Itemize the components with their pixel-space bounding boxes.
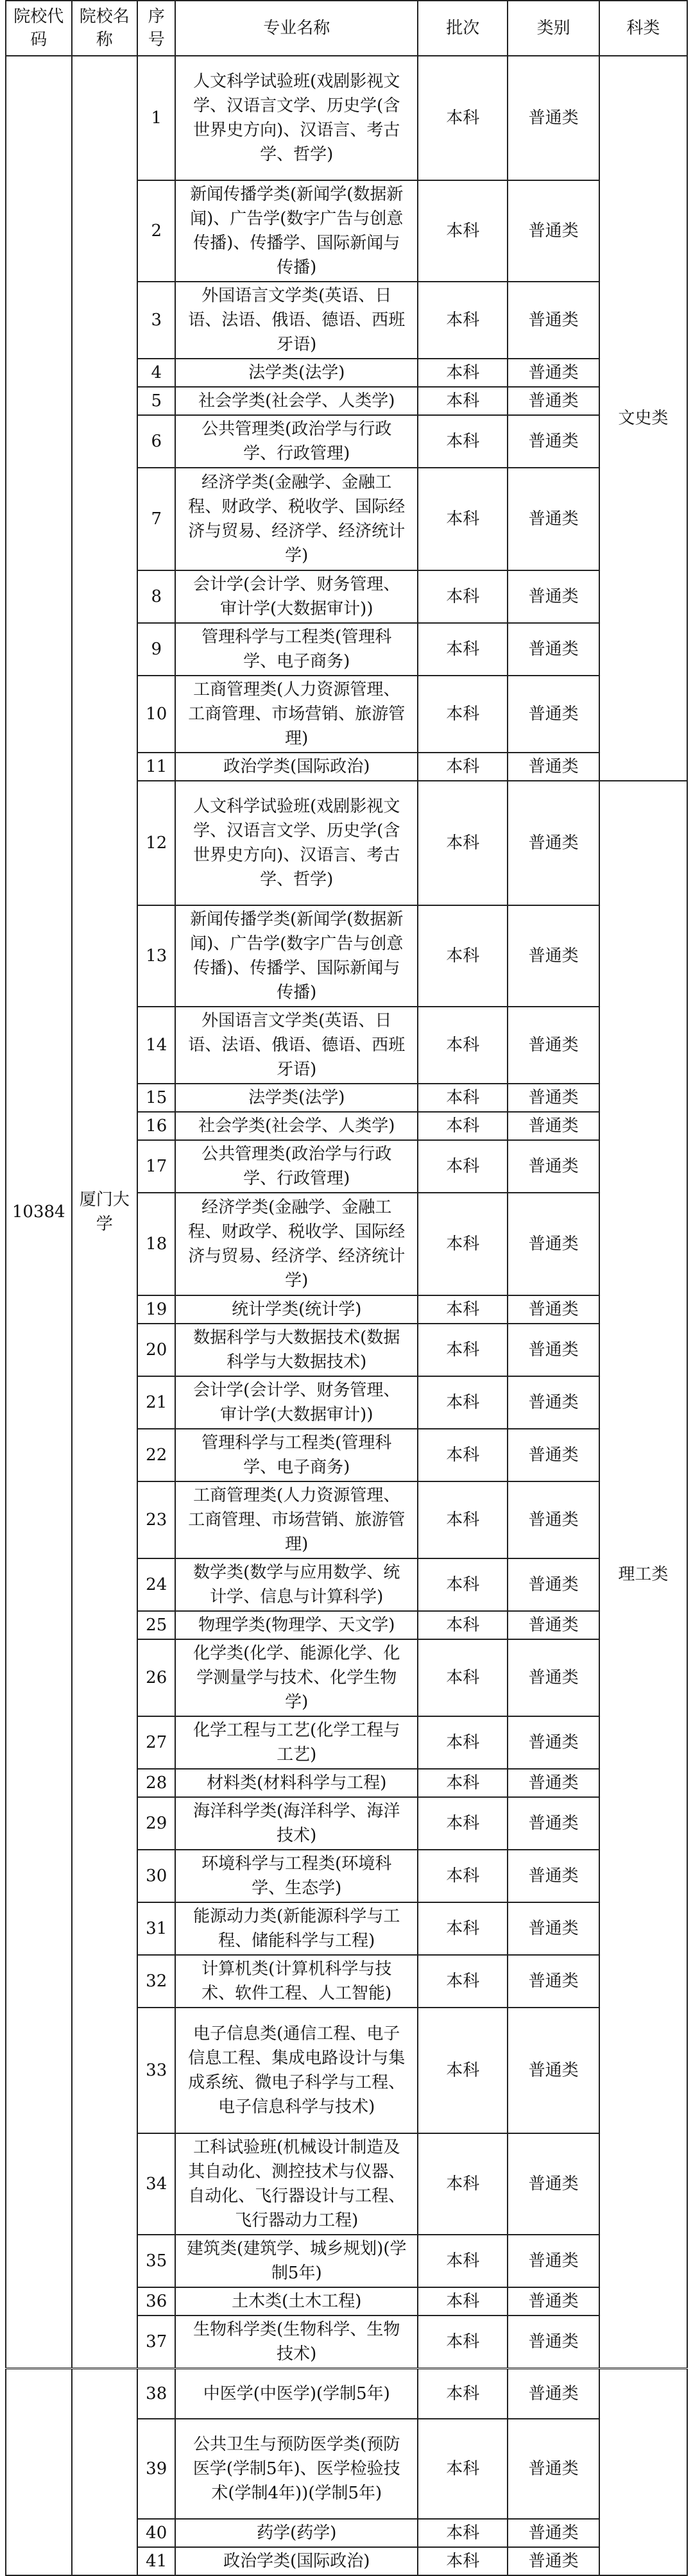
admission-plan-table (5, 0, 688, 2576)
major-cell: 工科试验班(机械设计制造及其自动化、测控技术与仪器、自动化、飞行器设计与工程、飞行器动力工程) (175, 2133, 418, 2235)
batch-cell: 本科 (418, 2419, 508, 2519)
major-cell: 法学类(法学) (175, 359, 418, 387)
category-cell: 普通类 (508, 468, 599, 570)
batch-cell: 本科 (418, 1611, 508, 1639)
batch-cell: 本科 (418, 1639, 508, 1716)
category-cell: 普通类 (508, 781, 599, 905)
seq-cell: 30 (137, 1850, 175, 1902)
major-cell: 工商管理类(人力资源管理、工商管理、市场营销、旅游管理) (175, 676, 418, 753)
batch-cell: 本科 (418, 415, 508, 468)
batch-cell: 本科 (418, 1007, 508, 1084)
category-cell: 普通类 (508, 1769, 599, 1797)
batch-cell: 本科 (418, 1797, 508, 1850)
category-cell: 普通类 (508, 415, 599, 468)
header-major: 专业名称 (175, 1, 418, 56)
seq-cell: 23 (137, 1481, 175, 1558)
batch-cell: 本科 (418, 2235, 508, 2287)
major-cell: 公共卫生与预防医学类(预防医学(学制5年)、医学检验技术(学制4年))(学制5年) (175, 2419, 418, 2519)
batch-cell: 本科 (418, 1429, 508, 1481)
category-cell: 普通类 (508, 2133, 599, 2235)
seq-cell: 15 (137, 1084, 175, 1112)
seq-cell: 8 (137, 570, 175, 623)
batch-cell: 本科 (418, 56, 508, 180)
category-cell: 普通类 (508, 359, 599, 387)
major-cell: 政治学类(国际政治) (175, 2547, 418, 2575)
batch-cell: 本科 (418, 282, 508, 359)
category-cell: 普通类 (508, 2419, 599, 2519)
major-cell: 材料类(材料科学与工程) (175, 1769, 418, 1797)
major-cell: 经济学类(金融学、金融工程、财政学、税收学、国际经济与贸易、经济学、经济统计学) (175, 468, 418, 570)
seq-cell: 11 (137, 753, 175, 781)
batch-cell: 本科 (418, 1324, 508, 1376)
seq-cell: 32 (137, 1955, 175, 2008)
batch-cell: 本科 (418, 1769, 508, 1797)
category-cell: 普通类 (508, 1112, 599, 1140)
major-cell: 会计学(会计学、财务管理、审计学(大数据审计)) (175, 1376, 418, 1429)
batch-cell: 本科 (418, 180, 508, 282)
batch-cell: 本科 (418, 1193, 508, 1295)
category-cell: 普通类 (508, 623, 599, 676)
category-cell: 普通类 (508, 1084, 599, 1112)
category-cell: 普通类 (508, 905, 599, 1007)
seq-cell: 31 (137, 1902, 175, 1955)
major-cell: 法学类(法学) (175, 1084, 418, 1112)
batch-cell: 本科 (418, 1955, 508, 2008)
category-cell: 普通类 (508, 570, 599, 623)
batch-cell: 本科 (418, 2369, 508, 2419)
category-cell: 普通类 (508, 753, 599, 781)
category-cell: 普通类 (508, 56, 599, 180)
batch-cell: 本科 (418, 753, 508, 781)
category-cell: 普通类 (508, 676, 599, 753)
batch-cell: 本科 (418, 468, 508, 570)
seq-cell: 17 (137, 1140, 175, 1193)
seq-cell: 29 (137, 1797, 175, 1850)
header-category: 类别 (508, 1, 599, 56)
major-cell: 物理学类(物理学、天文学) (175, 1611, 418, 1639)
major-cell: 土木类(土木工程) (175, 2287, 418, 2316)
batch-cell: 本科 (418, 570, 508, 623)
batch-cell: 本科 (418, 1084, 508, 1112)
category-cell: 普通类 (508, 1429, 599, 1481)
school-name: 厦门大学 (72, 56, 138, 2369)
major-cell: 新闻传播学类(新闻学(数据新闻)、广告学(数字广告与创意传播)、传播学、国际新闻与传播) (175, 180, 418, 282)
category-cell: 普通类 (508, 282, 599, 359)
category-cell: 普通类 (508, 387, 599, 415)
category-cell: 普通类 (508, 1140, 599, 1193)
category-cell: 普通类 (508, 1611, 599, 1639)
discipline-science: 理工类 (599, 781, 687, 2369)
major-cell: 数据科学与大数据技术(数据科学与大数据技术) (175, 1324, 418, 1376)
major-cell: 工商管理类(人力资源管理、工商管理、市场营销、旅游管理) (175, 1481, 418, 1558)
batch-cell: 本科 (418, 2287, 508, 2316)
major-cell: 人文科学试验班(戏剧影视文学、汉语言文学、历史学(含世界史方向)、汉语言、考古学、哲学) (175, 781, 418, 905)
seq-cell: 20 (137, 1324, 175, 1376)
seq-cell: 16 (137, 1112, 175, 1140)
category-cell: 普通类 (508, 2519, 599, 2547)
batch-cell: 本科 (418, 1112, 508, 1140)
category-cell: 普通类 (508, 2547, 599, 2575)
seq-cell: 1 (137, 56, 175, 180)
category-cell: 普通类 (508, 1797, 599, 1850)
category-cell: 普通类 (508, 1193, 599, 1295)
category-cell: 普通类 (508, 2008, 599, 2133)
seq-cell: 10 (137, 676, 175, 753)
seq-cell: 7 (137, 468, 175, 570)
major-cell: 药学(药学) (175, 2519, 418, 2547)
seq-cell: 36 (137, 2287, 175, 2316)
category-cell: 普通类 (508, 1639, 599, 1716)
batch-cell: 本科 (418, 359, 508, 387)
major-cell: 社会学类(社会学、人类学) (175, 387, 418, 415)
major-cell: 经济学类(金融学、金融工程、财政学、税收学、国际经济与贸易、经济学、经济统计学) (175, 1193, 418, 1295)
seq-cell: 4 (137, 359, 175, 387)
seq-cell: 40 (137, 2519, 175, 2547)
batch-cell: 本科 (418, 1850, 508, 1902)
batch-cell: 本科 (418, 781, 508, 905)
major-cell: 化学类(化学、能源化学、化学测量学与技术、化学生物学) (175, 1639, 418, 1716)
category-cell: 普通类 (508, 1716, 599, 1769)
seq-cell: 12 (137, 781, 175, 905)
seq-cell: 14 (137, 1007, 175, 1084)
major-cell: 化学工程与工艺(化学工程与工艺) (175, 1716, 418, 1769)
table-row (6, 56, 687, 180)
seq-cell: 6 (137, 415, 175, 468)
category-cell: 普通类 (508, 1007, 599, 1084)
category-cell: 普通类 (508, 1376, 599, 1429)
major-cell: 社会学类(社会学、人类学) (175, 1112, 418, 1140)
header-discipline: 科类 (599, 1, 687, 56)
major-cell: 统计学类(统计学) (175, 1295, 418, 1324)
seq-cell: 13 (137, 905, 175, 1007)
header-batch: 批次 (418, 1, 508, 56)
seq-cell: 27 (137, 1716, 175, 1769)
batch-cell: 本科 (418, 1376, 508, 1429)
major-cell: 管理科学与工程类(管理科学、电子商务) (175, 1429, 418, 1481)
header-row (6, 1, 687, 56)
header-seq: 序号 (137, 1, 175, 56)
seq-cell: 24 (137, 1558, 175, 1611)
category-cell: 普通类 (508, 1295, 599, 1324)
batch-cell: 本科 (418, 1140, 508, 1193)
batch-cell: 本科 (418, 1902, 508, 1955)
school-name-empty (72, 2369, 138, 2575)
seq-cell: 25 (137, 1611, 175, 1639)
major-cell: 公共管理类(政治学与行政学、行政管理) (175, 1140, 418, 1193)
major-cell: 海洋科学类(海洋科学、海洋技术) (175, 1797, 418, 1850)
batch-cell: 本科 (418, 1295, 508, 1324)
major-cell: 中医学(中医学)(学制5年) (175, 2369, 418, 2419)
batch-cell: 本科 (418, 1716, 508, 1769)
major-cell: 公共管理类(政治学与行政学、行政管理) (175, 415, 418, 468)
major-cell: 政治学类(国际政治) (175, 753, 418, 781)
seq-cell: 35 (137, 2235, 175, 2287)
batch-cell: 本科 (418, 2133, 508, 2235)
seq-cell: 22 (137, 1429, 175, 1481)
major-cell: 外国语言文学类(英语、日语、法语、俄语、德语、西班牙语) (175, 1007, 418, 1084)
batch-cell: 本科 (418, 2316, 508, 2369)
header-school-code: 院校代码 (6, 1, 72, 56)
seq-cell: 19 (137, 1295, 175, 1324)
major-cell: 环境科学与工程类(环境科学、生态学) (175, 1850, 418, 1902)
category-cell: 普通类 (508, 2369, 599, 2419)
category-cell: 普通类 (508, 1481, 599, 1558)
table-row (6, 2369, 687, 2419)
category-cell: 普通类 (508, 1324, 599, 1376)
seq-cell: 26 (137, 1639, 175, 1716)
seq-cell: 5 (137, 387, 175, 415)
batch-cell: 本科 (418, 1558, 508, 1611)
seq-cell: 28 (137, 1769, 175, 1797)
discipline-empty (599, 2369, 687, 2575)
category-cell: 普通类 (508, 1558, 599, 1611)
school-code-empty (6, 2369, 72, 2575)
category-cell: 普通类 (508, 2287, 599, 2316)
category-cell: 普通类 (508, 1850, 599, 1902)
batch-cell: 本科 (418, 676, 508, 753)
category-cell: 普通类 (508, 1902, 599, 1955)
major-cell: 生物科学类(生物科学、生物技术) (175, 2316, 418, 2369)
seq-cell: 33 (137, 2008, 175, 2133)
major-cell: 计算机类(计算机科学与技术、软件工程、人工智能) (175, 1955, 418, 2008)
major-cell: 管理科学与工程类(管理科学、电子商务) (175, 623, 418, 676)
seq-cell: 38 (137, 2369, 175, 2419)
seq-cell: 3 (137, 282, 175, 359)
seq-cell: 21 (137, 1376, 175, 1429)
category-cell: 普通类 (508, 180, 599, 282)
batch-cell: 本科 (418, 2547, 508, 2575)
category-cell: 普通类 (508, 1955, 599, 2008)
major-cell: 外国语言文学类(英语、日语、法语、俄语、德语、西班牙语) (175, 282, 418, 359)
seq-cell: 2 (137, 180, 175, 282)
batch-cell: 本科 (418, 2519, 508, 2547)
seq-cell: 39 (137, 2419, 175, 2519)
major-cell: 人文科学试验班(戏剧影视文学、汉语言文学、历史学(含世界史方向)、汉语言、考古学、哲学) (175, 56, 418, 180)
header-school-name: 院校名称 (72, 1, 138, 56)
seq-cell: 37 (137, 2316, 175, 2369)
batch-cell: 本科 (418, 905, 508, 1007)
category-cell: 普通类 (508, 2235, 599, 2287)
batch-cell: 本科 (418, 1481, 508, 1558)
seq-cell: 34 (137, 2133, 175, 2235)
major-cell: 新闻传播学类(新闻学(数据新闻)、广告学(数字广告与创意传播)、传播学、国际新闻与传播) (175, 905, 418, 1007)
batch-cell: 本科 (418, 623, 508, 676)
batch-cell: 本科 (418, 2008, 508, 2133)
major-cell: 数学类(数学与应用数学、统计学、信息与计算科学) (175, 1558, 418, 1611)
seq-cell: 18 (137, 1193, 175, 1295)
seq-cell: 41 (137, 2547, 175, 2575)
major-cell: 电子信息类(通信工程、电子信息工程、集成电路设计与集成系统、微电子科学与工程、电子信息科学与技术) (175, 2008, 418, 2133)
discipline-arts: 文史类 (599, 56, 687, 781)
category-cell: 普通类 (508, 2316, 599, 2369)
school-code: 10384 (6, 56, 72, 2369)
batch-cell: 本科 (418, 387, 508, 415)
major-cell: 会计学(会计学、财务管理、审计学(大数据审计)) (175, 570, 418, 623)
major-cell: 建筑类(建筑学、城乡规划)(学制5年) (175, 2235, 418, 2287)
major-cell: 能源动力类(新能源科学与工程、储能科学与工程) (175, 1902, 418, 1955)
seq-cell: 9 (137, 623, 175, 676)
